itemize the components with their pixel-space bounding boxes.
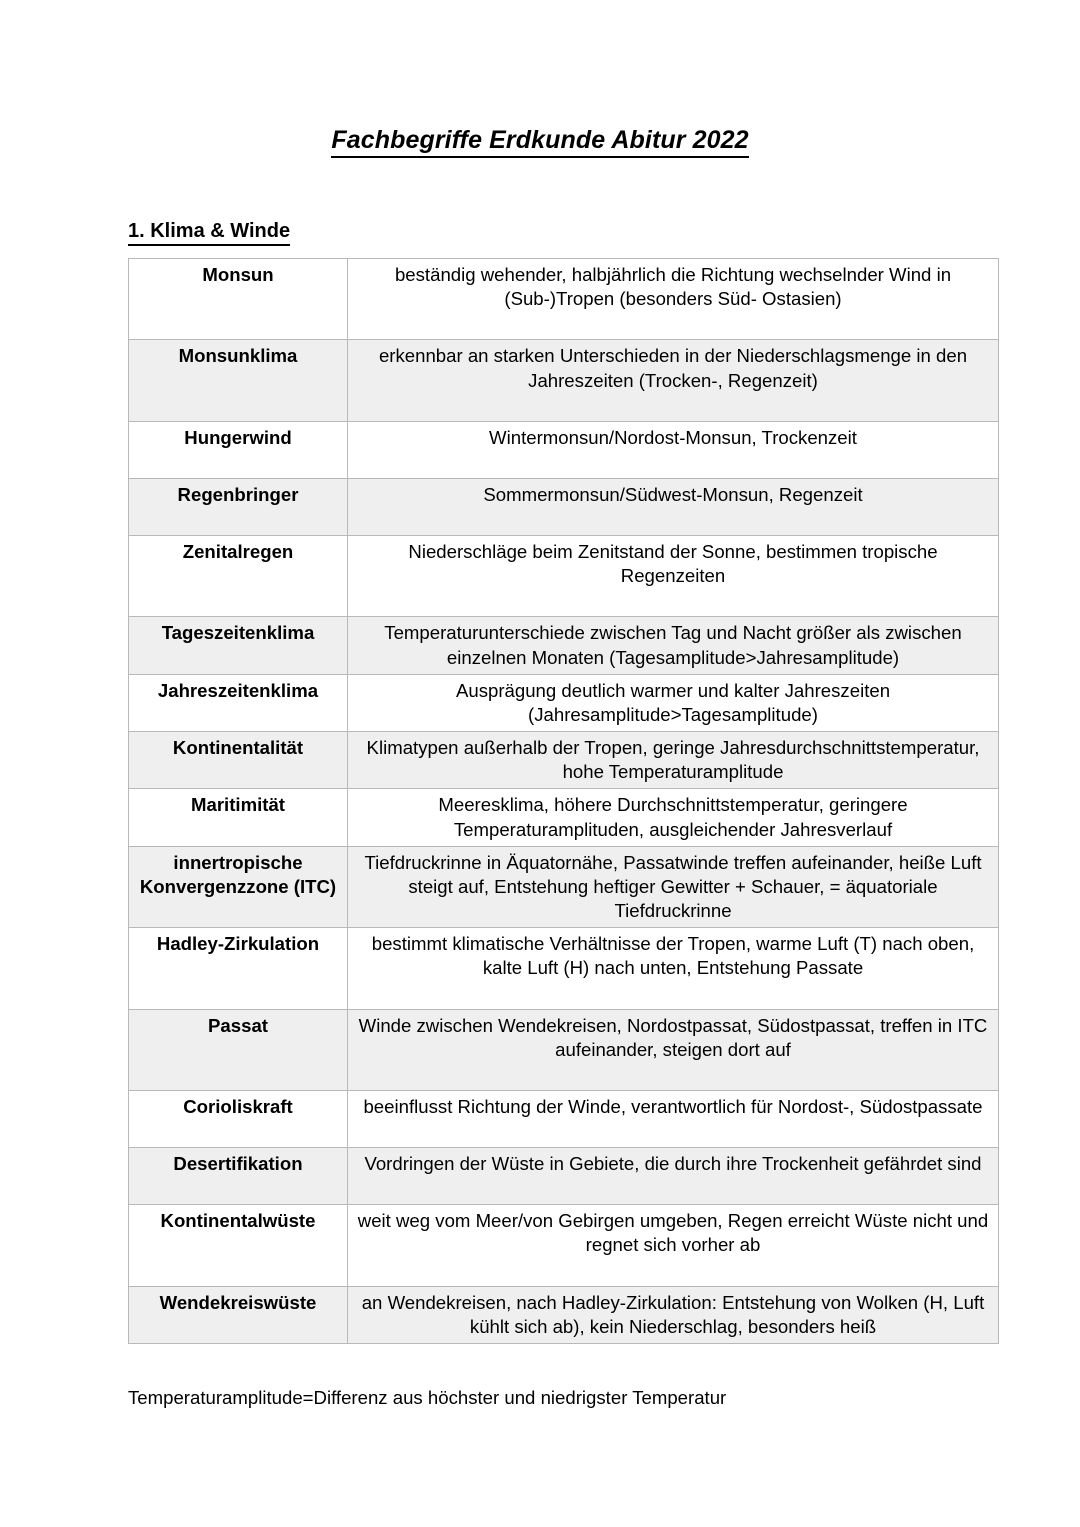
cell-trailing-space <box>133 1038 343 1062</box>
definition-cell: Meeresklima, höhere Durchschnittstemperatur, geringere Temperaturamplituden, ausgleichender Jahresverlauf <box>348 789 999 846</box>
definition-cell: erkennbar an starken Unterschieden in der Niederschlagsmenge in den Jahreszeiten (Trocken-, Regenzeit) <box>348 340 999 421</box>
table-row <box>129 789 999 846</box>
table-row <box>129 536 999 617</box>
cell-trailing-space <box>133 1119 343 1143</box>
page-title-text: Fachbegriffe Erdkunde Abitur 2022 <box>331 126 748 158</box>
cell-trailing-space <box>354 393 992 417</box>
cell-trailing-space <box>133 1233 343 1257</box>
definition-cell: beständig wehender, halbjährlich die Richtung wechselnder Wind in (Sub-)Tropen (besonders Süd- Ostasien) <box>348 259 999 340</box>
table-row <box>129 1090 999 1147</box>
definition-cell: Klimatypen außerhalb der Tropen, geringe Jahresdurchschnittstemperatur, hohe Temperaturamplitude <box>348 732 999 789</box>
cell-trailing-space <box>354 1062 992 1086</box>
term-cell: Hungerwind <box>129 421 348 478</box>
term-cell: innertropische Konvergenzzone (ITC) <box>129 846 348 928</box>
definition-cell: beeinflusst Richtung der Winde, verantwortlich für Nordost-, Südostpassate <box>348 1090 999 1147</box>
definition-cell: Niederschläge beim Zenitstand der Sonne, bestimmen tropische Regenzeiten <box>348 536 999 617</box>
term-cell: Zenitalregen <box>129 536 348 617</box>
table-row <box>129 340 999 421</box>
glossary-table <box>128 258 999 1344</box>
table-row <box>129 674 999 731</box>
table-row <box>129 617 999 674</box>
table-row <box>129 259 999 340</box>
term-cell: Regenbringer <box>129 478 348 535</box>
term-cell: Monsunklima <box>129 340 348 421</box>
table-row <box>129 1148 999 1205</box>
definition-cell: Tiefdruckrinne in Äquatornähe, Passatwinde treffen aufeinander, heiße Luft steigt auf, Entstehung heftiger Gewitter + Schauer, = äquatoriale Tiefdruckrinne <box>348 846 999 928</box>
section-heading <box>128 220 290 246</box>
cell-trailing-space <box>354 450 992 474</box>
table-row <box>129 421 999 478</box>
definition-cell: Temperaturunterschiede zwischen Tag und Nacht größer als zwischen einzelnen Monaten (Tagesamplitude>Jahresamplitude) <box>348 617 999 674</box>
cell-trailing-space <box>354 1258 992 1282</box>
table-row <box>129 1009 999 1090</box>
term-cell: Kontinentalwüste <box>129 1205 348 1286</box>
term-cell: Hadley-Zirkulation <box>129 928 348 1009</box>
term-cell: Passat <box>129 1009 348 1090</box>
cell-trailing-space <box>133 956 343 980</box>
table-row <box>129 478 999 535</box>
table-row <box>129 732 999 789</box>
definition-cell: Winde zwischen Wendekreisen, Nordostpassat, Südostpassat, treffen in ITC aufeinander, steigen dort auf <box>348 1009 999 1090</box>
cell-trailing-space <box>354 1176 992 1200</box>
cell-trailing-space <box>133 450 343 474</box>
table-row <box>129 1205 999 1286</box>
table-row <box>129 846 999 928</box>
term-cell: Tageszeitenklima <box>129 617 348 674</box>
cell-trailing-space <box>133 507 343 531</box>
table-row <box>129 1286 999 1343</box>
term-cell: Kontinentalität <box>129 732 348 789</box>
term-cell: Desertifikation <box>129 1148 348 1205</box>
glossary-table-body <box>129 259 999 1344</box>
definition-cell: Wintermonsun/Nordost-Monsun, Trockenzeit <box>348 421 999 478</box>
term-cell: Monsun <box>129 259 348 340</box>
cell-trailing-space <box>354 981 992 1005</box>
section-heading-text: 1. Klima & Winde <box>128 220 290 246</box>
definition-cell: Vordringen der Wüste in Gebiete, die durch ihre Trockenheit gefährdet sind <box>348 1148 999 1205</box>
table-row <box>129 928 999 1009</box>
page-title <box>0 126 1080 158</box>
cell-trailing-space <box>133 564 343 588</box>
definition-cell: bestimmt klimatische Verhältnisse der Tropen, warme Luft (T) nach oben, kalte Luft (H) nach unten, Entstehung Passate <box>348 928 999 1009</box>
cell-trailing-space <box>354 507 992 531</box>
cell-trailing-space <box>354 588 992 612</box>
definition-cell: Sommermonsun/Südwest-Monsun, Regenzeit <box>348 478 999 535</box>
cell-trailing-space <box>133 369 343 393</box>
definition-cell: an Wendekreisen, nach Hadley-Zirkulation: Entstehung von Wolken (H, Luft kühlt sich ab), kein Niederschlag, besonders heiß <box>348 1286 999 1343</box>
footnote: Temperaturamplitude=Differenz aus höchster und niedrigster Temperatur <box>128 1387 727 1408</box>
cell-trailing-space <box>133 287 343 311</box>
cell-trailing-space <box>133 1176 343 1200</box>
definition-cell: weit weg vom Meer/von Gebirgen umgeben, Regen erreicht Wüste nicht und regnet sich vorher ab <box>348 1205 999 1286</box>
definition-cell: Ausprägung deutlich warmer und kalter Jahreszeiten (Jahresamplitude>Tagesamplitude) <box>348 674 999 731</box>
term-cell: Wendekreiswüste <box>129 1286 348 1343</box>
cell-trailing-space <box>354 311 992 335</box>
term-cell: Maritimität <box>129 789 348 846</box>
term-cell: Corioliskraft <box>129 1090 348 1147</box>
cell-trailing-space <box>354 1119 992 1143</box>
term-cell: Jahreszeitenklima <box>129 674 348 731</box>
